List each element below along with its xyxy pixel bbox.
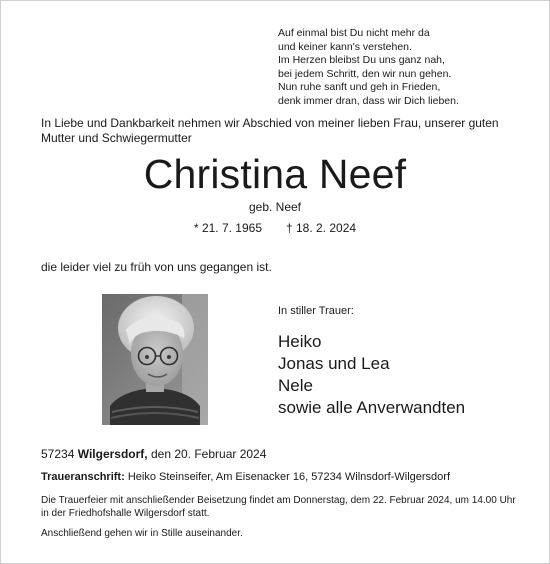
mourning-heading: In stiller Trauer: <box>278 305 354 317</box>
poem-line: und keiner kann's verstehen. <box>278 40 412 53</box>
poem-line: bei jedem Schritt, den wir nun gehen. <box>278 67 452 80</box>
mourning-address <box>41 471 450 483</box>
portrait-photo <box>102 294 208 425</box>
birth-name: geb. Neef <box>248 200 302 214</box>
place-name: Wilgersdorf, <box>77 447 148 461</box>
poem <box>278 27 533 109</box>
address-value: Heiko Steinseifer, Am Eisenacker 16, 57234 Wilnsdorf-Wilgersdorf <box>127 471 451 483</box>
postcode: 57234 <box>41 447 75 461</box>
mourner-name: Nele <box>278 376 313 395</box>
passed-early-text: die leider viel zu früh von uns gegangen ist. <box>41 260 272 274</box>
poem-line: Nun ruhe sanft und geh in Frieden, <box>278 81 441 94</box>
poem-line: Auf einmal bist Du nicht mehr da <box>278 27 430 39</box>
death-date: † 18. 2. 2024 <box>286 221 357 235</box>
mourners-list <box>278 331 465 419</box>
poem-line: Im Herzen bleibst Du uns ganz nah, <box>278 54 445 67</box>
funeral-info: Die Trauerfeier mit anschließender Beisetzung findet am Donnerstag, dem 22. Februar 2024, um 14.00 Uhr in der Friedhofshalle Wilgersdorf statt. <box>41 495 516 519</box>
birth-date: * 21. 7. 1965 <box>193 221 262 235</box>
intro-text: In Liebe und Dankbarkeit nehmen wir Abschied von meiner lieben Frau, unserer guten Mutter und Schwiegermutter <box>41 116 499 145</box>
mourner-name: sowie alle Anverwandten <box>278 398 466 417</box>
poem-line: denk immer dran, dass wir Dich lieben. <box>278 94 459 107</box>
mourner-name: Heiko <box>278 332 322 351</box>
notice-date: den 20. Februar 2024 <box>150 447 267 461</box>
address-label: Traueranschrift: <box>41 471 125 483</box>
closing-note: Anschließend gehen wir in Stille auseinander. <box>41 528 243 539</box>
deceased-name: Christina Neef <box>143 151 407 197</box>
life-dates <box>1 221 549 235</box>
place-date-line <box>41 447 266 461</box>
mourner-name: Jonas und Lea <box>278 354 390 373</box>
